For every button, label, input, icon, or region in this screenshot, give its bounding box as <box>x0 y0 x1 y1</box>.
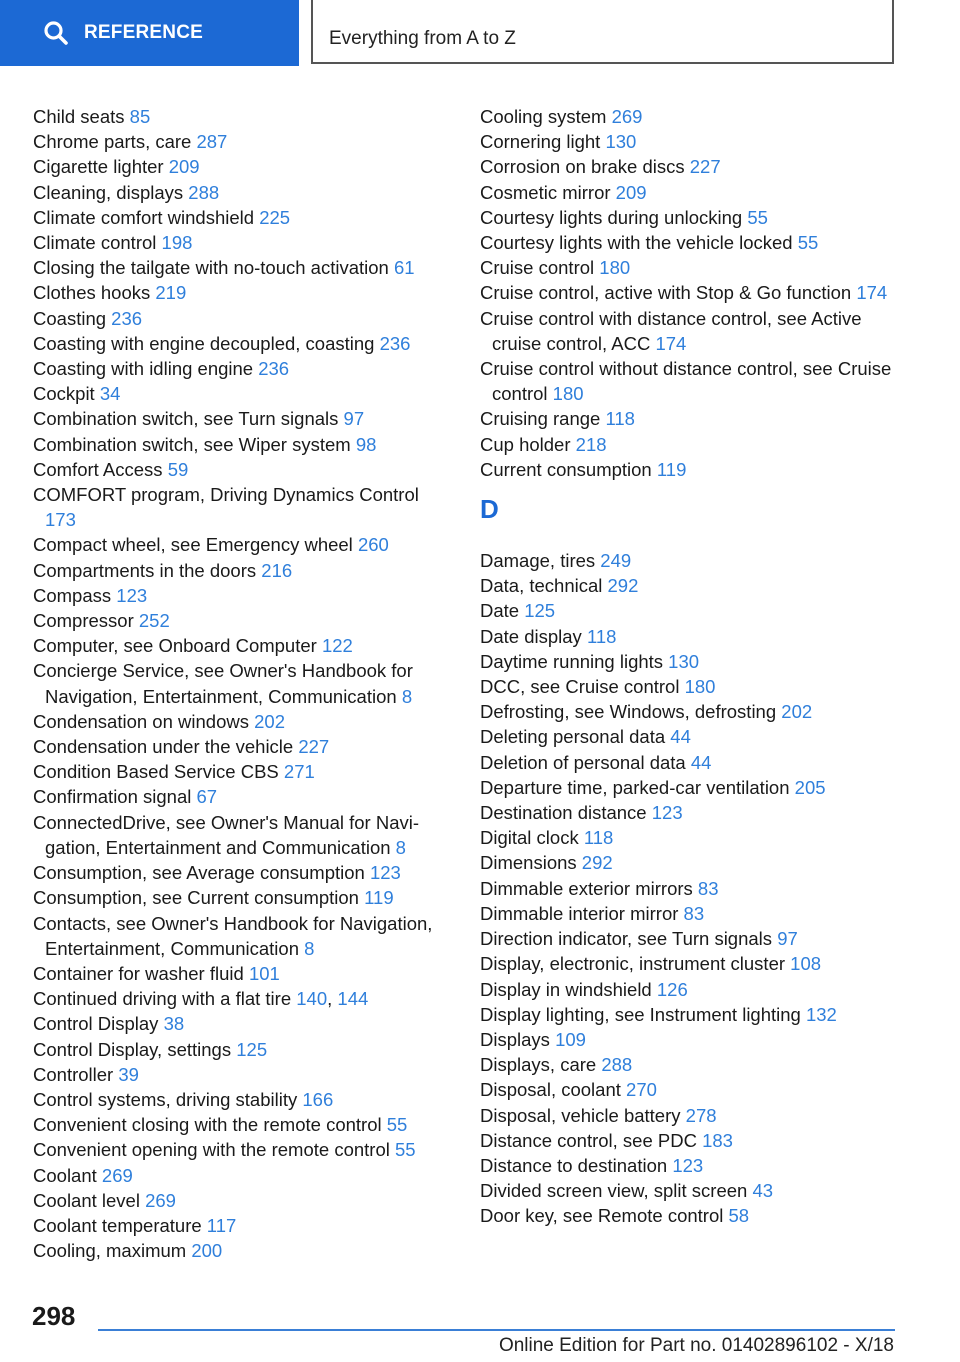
index-term: Displays, care <box>480 1054 597 1076</box>
page-title: Everything from A to Z <box>329 28 516 49</box>
index-entry <box>33 255 453 280</box>
index-term: Current consumption <box>480 458 652 480</box>
page-reference-link[interactable]: 270 <box>626 1079 657 1101</box>
index-entry <box>480 1178 900 1203</box>
page-reference-link[interactable]: 209 <box>168 156 200 178</box>
index-entry <box>480 1103 900 1128</box>
index-entry <box>480 548 900 573</box>
index-term: Direction indicator, see Turn signals <box>480 928 773 950</box>
page-reference-link[interactable]: 119 <box>656 458 687 480</box>
index-term: Climate comfort windshield <box>33 206 255 228</box>
page-reference-link[interactable]: 180 <box>599 257 631 279</box>
page-reference-link[interactable]: 38 <box>163 1013 185 1035</box>
page-reference-link[interactable]: 227 <box>689 156 721 178</box>
index-term: Combination switch, see Turn signals <box>33 408 339 430</box>
index-term: Cornering light <box>480 131 601 153</box>
index-entry <box>33 759 453 784</box>
index-entry <box>33 457 453 482</box>
page-reference-link[interactable]: 8 <box>304 937 315 959</box>
page-reference-link[interactable]: 118 <box>583 827 614 849</box>
page-reference-link[interactable]: 43 <box>752 1180 774 1202</box>
index-entry <box>33 583 453 608</box>
index-entry <box>33 658 453 708</box>
page-reference-link[interactable]: 122 <box>321 635 353 657</box>
page-reference-link[interactable]: 292 <box>581 852 613 874</box>
index-term: Cooling, maximum <box>33 1240 187 1262</box>
page-reference-link[interactable]: 173 <box>45 509 76 531</box>
index-entry <box>480 356 900 406</box>
index-term: Control systems, driving stability <box>33 1088 298 1110</box>
page-reference-link[interactable]: 83 <box>697 877 719 899</box>
index-term: ConnectedDrive, see Owner's Manual for Navigation, Entertainment and Communication <box>33 811 420 858</box>
index-entry <box>33 205 453 230</box>
index-term: Consumption, see Current consumption <box>33 887 359 909</box>
index-entry <box>480 457 900 482</box>
index-term: Cup holder <box>480 433 571 455</box>
index-term: Controller <box>33 1063 114 1085</box>
index-term: Cruise control with distance control, see Active cruise control, ACC <box>480 307 862 354</box>
index-term: Compartments in the doors <box>33 559 257 581</box>
index-column-right <box>480 104 900 1229</box>
footer-divider <box>98 1329 895 1331</box>
index-entry <box>33 1087 453 1112</box>
page-reference-link[interactable]: 200 <box>191 1240 223 1262</box>
page-reference-link[interactable]: 180 <box>552 383 584 405</box>
page-reference-link[interactable]: 125 <box>236 1038 268 1060</box>
index-term: Data, technical <box>480 575 603 597</box>
index-term: Consumption, see Average consumption <box>33 862 365 884</box>
page-reference-link[interactable]: 236 <box>379 332 411 354</box>
index-entry <box>33 306 453 331</box>
index-entry <box>480 180 900 205</box>
page-reference-link[interactable]: 180 <box>684 676 716 698</box>
index-term: Container for washer fluid <box>33 962 244 984</box>
index-entry <box>480 775 900 800</box>
index-entry <box>33 230 453 255</box>
index-entry <box>33 180 453 205</box>
index-term: Computer, see Onboard Computer <box>33 635 317 657</box>
page-reference-link[interactable]: 198 <box>161 232 193 254</box>
index-entry <box>33 356 453 381</box>
index-term: Corrosion on brake discs <box>480 156 685 178</box>
page-reference-link[interactable]: 225 <box>259 206 291 228</box>
index-entry <box>33 885 453 910</box>
index-entry <box>33 1037 453 1062</box>
page-reference-link[interactable]: 166 <box>302 1088 334 1110</box>
page-reference-link[interactable]: 125 <box>524 600 556 622</box>
index-entry <box>33 1112 453 1137</box>
page-reference-link[interactable]: 55 <box>797 232 819 254</box>
page-reference-link[interactable]: 236 <box>111 307 143 329</box>
index-term: Damage, tires <box>480 550 596 572</box>
index-term: Contacts, see Owner's Handbook for Navigation, Entertainment, Communication <box>33 912 433 959</box>
index-entry <box>33 810 453 860</box>
page-reference-link[interactable]: 202 <box>781 701 813 723</box>
index-entry <box>480 649 900 674</box>
index-term: Disposal, vehicle battery <box>480 1104 681 1126</box>
index-entry <box>33 280 453 305</box>
index-term: Coasting with engine decoupled, coasting <box>33 332 375 354</box>
page-reference-link[interactable]: 287 <box>196 131 228 153</box>
page-reference-link[interactable]: 132 <box>805 1003 837 1025</box>
page-reference-link[interactable]: 55 <box>386 1114 408 1136</box>
index-term: Displays <box>480 1028 550 1050</box>
page-reference-link[interactable]: 34 <box>99 383 121 405</box>
index-term: Courtesy lights with the vehicle locked <box>480 232 793 254</box>
index-entry <box>480 129 900 154</box>
page-reference-link[interactable]: 205 <box>794 776 826 798</box>
index-term: Condition Based Service CBS <box>33 761 279 783</box>
index-entry <box>33 633 453 658</box>
index-entry <box>33 532 453 557</box>
reference-tab[interactable] <box>0 0 299 66</box>
index-entry <box>480 901 900 926</box>
index-entry <box>480 850 900 875</box>
index-entry <box>33 432 453 457</box>
section-letter-d: D <box>480 494 499 525</box>
index-entry <box>33 154 453 179</box>
index-term: Divided screen view, split screen <box>480 1180 748 1202</box>
index-entry <box>33 1062 453 1087</box>
index-term: Dimensions <box>480 852 577 874</box>
index-entry <box>33 1213 453 1238</box>
index-entry <box>33 1137 453 1162</box>
index-term: Cruise control, active with Stop & Go function <box>480 282 852 304</box>
index-term: Convenient opening with the remote control <box>33 1139 390 1161</box>
index-entry <box>480 154 900 179</box>
page-reference-link[interactable]: 288 <box>601 1054 633 1076</box>
page-reference-link[interactable]: 101 <box>248 962 280 984</box>
index-term: Departure time, parked-car ventilation <box>480 776 790 798</box>
page-reference-link[interactable]: 183 <box>702 1129 733 1151</box>
index-group-d <box>480 548 900 1228</box>
index-term: Cigarette lighter <box>33 156 164 178</box>
index-entry <box>480 1027 900 1052</box>
index-entry <box>480 205 900 230</box>
index-entry <box>33 1011 453 1036</box>
index-term: Combination switch, see Wiper system <box>33 433 351 455</box>
index-term: Cosmetic mirror <box>480 181 611 203</box>
page-reference-link[interactable]: 249 <box>600 550 632 572</box>
page-reference-link[interactable]: 123 <box>651 802 683 824</box>
page-reference-link[interactable]: 174 <box>655 332 687 354</box>
index-entry <box>480 573 900 598</box>
index-entry <box>480 1203 900 1228</box>
index-term: Clothes hooks <box>33 282 151 304</box>
index-entry <box>33 381 453 406</box>
page-reference-link[interactable]: 85 <box>129 106 151 127</box>
index-group-c <box>480 104 900 482</box>
index-term: Chrome parts, care <box>33 131 192 153</box>
index-entry <box>33 961 453 986</box>
page-reference-link[interactable]: 67 <box>196 786 218 808</box>
index-entry <box>33 709 453 734</box>
index-term: Coolant temperature <box>33 1214 202 1236</box>
index-entry <box>33 331 453 356</box>
index-term: Display, electronic, instrument cluster <box>480 953 786 975</box>
page-reference-link[interactable]: 98 <box>355 433 377 455</box>
page-reference-link[interactable]: 292 <box>607 575 639 597</box>
index-entry <box>480 598 900 623</box>
index-term: Deletion of personal data <box>480 751 686 773</box>
page-reference-link[interactable]: 260 <box>357 534 389 556</box>
page-reference-link[interactable]: 219 <box>155 282 187 304</box>
index-entry <box>480 306 900 356</box>
index-entry <box>480 750 900 775</box>
page-reference-link[interactable]: 202 <box>254 710 285 732</box>
index-term: Cruise control <box>480 257 595 279</box>
index-entry <box>33 482 453 532</box>
index-term: Dimmable interior mirror <box>480 902 679 924</box>
index-term: Coolant <box>33 1164 97 1186</box>
index-term: Compass <box>33 584 112 606</box>
index-entry <box>33 1188 453 1213</box>
index-term: Courtesy lights during unlocking <box>480 206 743 228</box>
page-reference-link[interactable]: 130 <box>668 650 700 672</box>
search-icon <box>42 19 70 47</box>
page-reference-link[interactable]: 39 <box>118 1063 139 1085</box>
index-entry <box>480 1077 900 1102</box>
page-reference-link[interactable]: 123 <box>672 1154 704 1176</box>
index-term: Cockpit <box>33 383 95 405</box>
index-term: Dimmable exterior mirrors <box>480 877 693 899</box>
index-term: COMFORT program, Driving Dynamics Control <box>33 484 419 506</box>
index-column-left <box>33 104 453 1263</box>
index-entry <box>480 724 900 749</box>
page-reference-link[interactable]: 130 <box>605 131 637 153</box>
index-term: Continued driving with a flat tire <box>33 988 292 1010</box>
index-entry <box>480 1052 900 1077</box>
index-term: DCC, see Cruise control <box>480 676 680 698</box>
header-title-box <box>311 0 894 64</box>
index-term: Distance to destination <box>480 1154 668 1176</box>
page-reference-link[interactable]: 174 <box>856 282 888 304</box>
page-reference-link[interactable]: 8 <box>395 836 406 858</box>
index-term: Control Display, settings <box>33 1038 232 1060</box>
index-term: Distance control, see PDC <box>480 1129 697 1151</box>
index-term: Display in windshield <box>480 978 652 1000</box>
index-term: Concierge Service, see Owner's Handbook for Navigation, Entertainment, Communication <box>33 660 413 707</box>
index-entry <box>33 784 453 809</box>
index-term: Display lighting, see Instrument lighting <box>480 1003 801 1025</box>
page-reference-link[interactable]: 123 <box>369 862 401 884</box>
page-reference-link[interactable]: 118 <box>586 625 617 647</box>
index-entry <box>33 129 453 154</box>
index-term: Cleaning, displays <box>33 181 184 203</box>
index-term: Deleting personal data <box>480 726 666 748</box>
index-term: Cooling system <box>480 106 607 127</box>
index-term: Daytime running lights <box>480 650 664 672</box>
index-entry <box>33 1238 453 1263</box>
index-term: Defrosting, see Windows, defrosting <box>480 701 777 723</box>
page-reference-link[interactable]: 123 <box>116 584 148 606</box>
page-reference-link[interactable]: 97 <box>343 408 365 430</box>
index-term: Control Display <box>33 1013 159 1035</box>
page-reference-link[interactable]: 269 <box>611 106 643 127</box>
page-reference-link[interactable]: 97 <box>777 928 798 950</box>
page-reference-link[interactable]: 108 <box>790 953 822 975</box>
index-entry <box>480 230 900 255</box>
index-term: Condensation under the vehicle <box>33 736 294 758</box>
index-term: Door key, see Remote control <box>480 1205 724 1227</box>
index-term: Condensation on windows <box>33 710 249 732</box>
index-term: Comfort Access <box>33 458 163 480</box>
page-reference-link[interactable]: 218 <box>575 433 607 455</box>
page-reference-link[interactable]: 61 <box>393 257 415 279</box>
index-term: Disposal, coolant <box>480 1079 621 1101</box>
page-reference-link[interactable]: 269 <box>101 1164 133 1186</box>
index-term: Date display <box>480 625 582 647</box>
page-reference-link[interactable]: 44 <box>670 726 691 748</box>
index-term: Compact wheel, see Emergency wheel <box>33 534 353 556</box>
index-entry <box>480 1128 900 1153</box>
index-term: Coolant level <box>33 1189 140 1211</box>
index-entry <box>33 406 453 431</box>
index-term: Closing the tailgate with no-touch activation <box>33 257 389 279</box>
index-entry <box>33 911 453 961</box>
index-entry <box>33 608 453 633</box>
index-term: Coasting with idling engine <box>33 358 254 380</box>
page-reference-link[interactable]: 288 <box>188 181 220 203</box>
page-reference-link[interactable]: 271 <box>283 761 315 783</box>
index-term: Coasting <box>33 307 107 329</box>
index-entry <box>480 926 900 951</box>
page-reference-link[interactable]: 55 <box>747 206 768 228</box>
page-reference-link[interactable]: 44 <box>690 751 712 773</box>
index-entry <box>33 1163 453 1188</box>
page-reference-link[interactable]: 58 <box>728 1205 750 1227</box>
page-reference-link[interactable]: 144 <box>337 988 369 1010</box>
index-entry <box>480 876 900 901</box>
page-reference-link[interactable]: 109 <box>555 1028 586 1050</box>
index-term: Confirmation signal <box>33 786 192 808</box>
index-entry <box>480 800 900 825</box>
index-entry <box>33 558 453 583</box>
index-entry: Continued driving with a flat tire 140, 144 <box>33 988 369 1010</box>
page-reference-link[interactable]: 55 <box>395 1139 416 1161</box>
index-entry <box>480 406 900 431</box>
page-reference-link[interactable]: 118 <box>605 408 635 430</box>
index-term: Cruise control without distance control, see Cruise control <box>480 358 892 405</box>
index-entry <box>480 255 900 280</box>
index-entry <box>480 951 900 976</box>
index-entry <box>480 432 900 457</box>
index-entry <box>480 104 900 129</box>
index-entry <box>480 1153 900 1178</box>
reference-label: REFERENCE <box>84 22 203 43</box>
index-entry <box>480 825 900 850</box>
page-reference-link[interactable]: 216 <box>261 559 293 581</box>
page-reference-link[interactable]: 236 <box>258 358 290 380</box>
page-reference-link[interactable]: 209 <box>615 181 647 203</box>
index-term: Convenient closing with the remote control <box>33 1114 382 1136</box>
page-reference-link[interactable]: 278 <box>685 1104 717 1126</box>
page-reference-link[interactable]: 117 <box>206 1214 237 1236</box>
page-reference-link[interactable]: 227 <box>298 736 330 758</box>
index-entry <box>480 1002 900 1027</box>
index-entry <box>33 860 453 885</box>
index-entry <box>480 280 900 305</box>
index-entry <box>480 624 900 649</box>
index-term: Child seats <box>33 106 125 127</box>
index-entry <box>33 104 453 129</box>
index-entry <box>33 734 453 759</box>
index-entry <box>480 699 900 724</box>
index-term: Destination distance <box>480 802 647 824</box>
index-term: Compressor <box>33 610 134 632</box>
index-entry <box>480 674 900 699</box>
page-reference-link[interactable]: 269 <box>145 1189 176 1211</box>
page-reference-link[interactable]: 140 <box>296 988 328 1010</box>
page-reference-link[interactable]: 83 <box>683 902 705 924</box>
edition-footer: Online Edition for Part no. 01402896102 - X/18 <box>498 1335 894 1356</box>
page-reference-link[interactable]: 8 <box>401 685 413 707</box>
index-entry <box>480 977 900 1002</box>
page-reference-link[interactable]: 119 <box>364 887 394 909</box>
page-reference-link[interactable]: 126 <box>656 978 688 1000</box>
page-reference-link[interactable]: 252 <box>138 610 170 632</box>
index-term: Digital clock <box>480 827 579 849</box>
page-reference-link[interactable]: 59 <box>167 458 189 480</box>
page-number: 298 <box>32 1301 76 1331</box>
index-term: Date <box>480 600 520 622</box>
index-term: Cruising range <box>480 408 601 430</box>
index-term: Climate control <box>33 232 157 254</box>
